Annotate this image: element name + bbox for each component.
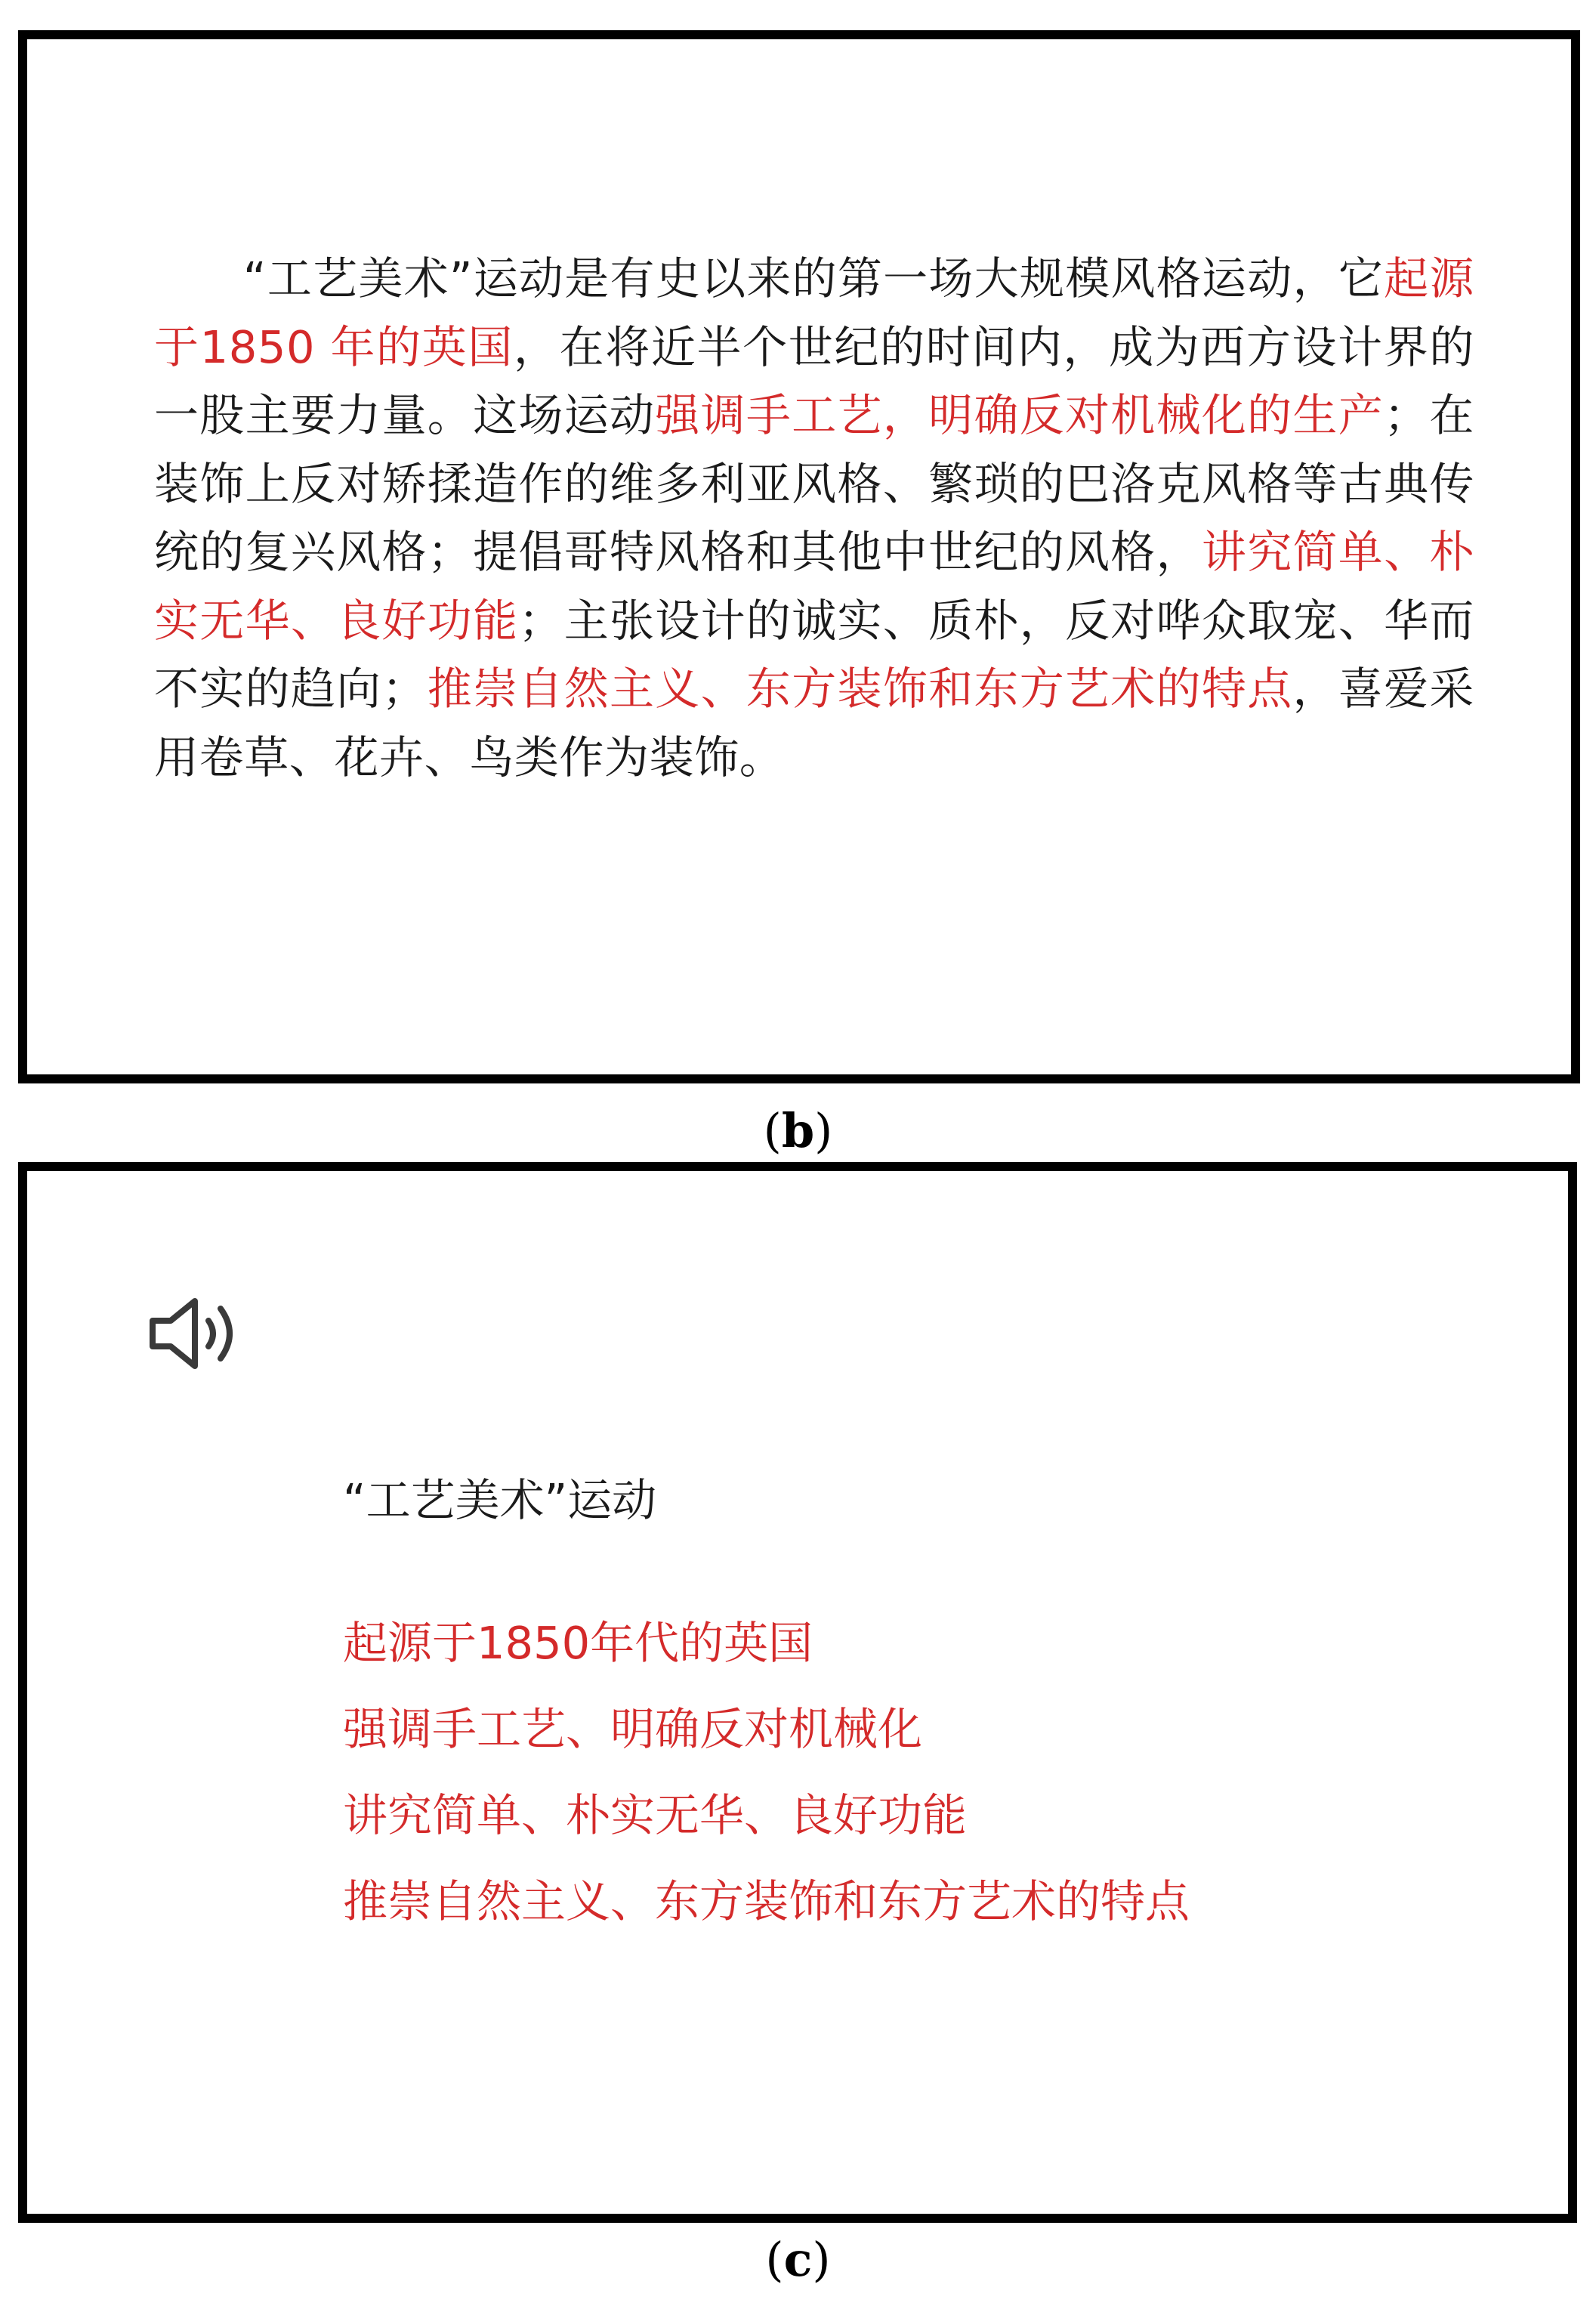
text-segment: ；在装饰上反对矫揉造作的维多利亚风格、繁琐的巴洛克风格等古典传统的复兴风格；提倡哥特风格和其他中世纪的风格，	[154, 389, 1474, 578]
bullet-list	[343, 1600, 1190, 1945]
list-item: 强调手工艺、明确反对机械化	[343, 1703, 923, 1755]
highlighted-text-segment: 讲究简单、朴实无华、良好功能	[154, 526, 1474, 647]
list-item: 讲究简单、朴实无华、良好功能	[343, 1789, 968, 1841]
caption-letter: b	[781, 1103, 815, 1158]
text-segment: ；主张设计的诚实、质朴，反对哗众取宠、华而不实的趋向；	[154, 594, 1474, 715]
text-segment: ，在将近半个世纪的时间内，成为西方设计界的一股主要力量。这场运动	[154, 320, 1475, 441]
slide-title: “工艺美术”运动	[343, 1474, 657, 1526]
highlighted-text-segment: 推崇自然主义、东方装饰和东方艺术的特点	[427, 663, 1293, 715]
caption-letter: c	[783, 2232, 813, 2287]
caption-b	[0, 1105, 1596, 1158]
caption-open-paren: (	[763, 1103, 782, 1158]
speaker-icon[interactable]	[145, 1292, 243, 1375]
caption-open-paren: (	[765, 2232, 784, 2287]
highlighted-text-segment: 强调手工艺，明确反对机械化的生产	[655, 389, 1385, 441]
highlighted-text-segment: 起源于1850 年的英国	[154, 252, 1475, 373]
caption-close-paren: )	[814, 1103, 833, 1158]
panel-c	[18, 1162, 1577, 2223]
panel-b	[18, 30, 1580, 1083]
list-item: 推崇自然主义、东方装饰和东方艺术的特点	[343, 1875, 1190, 1927]
text-segment: ，喜爱采用卷草、花卉、鸟类作为装饰。	[154, 663, 1474, 784]
caption-close-paren: )	[812, 2232, 831, 2287]
text-segment: “工艺美术”运动是有史以来的第一场大规模风格运动，它	[243, 252, 1385, 304]
paragraph-text	[154, 245, 1474, 792]
caption-c	[0, 2233, 1596, 2286]
list-item: 起源于1850年代的英国	[343, 1617, 813, 1669]
